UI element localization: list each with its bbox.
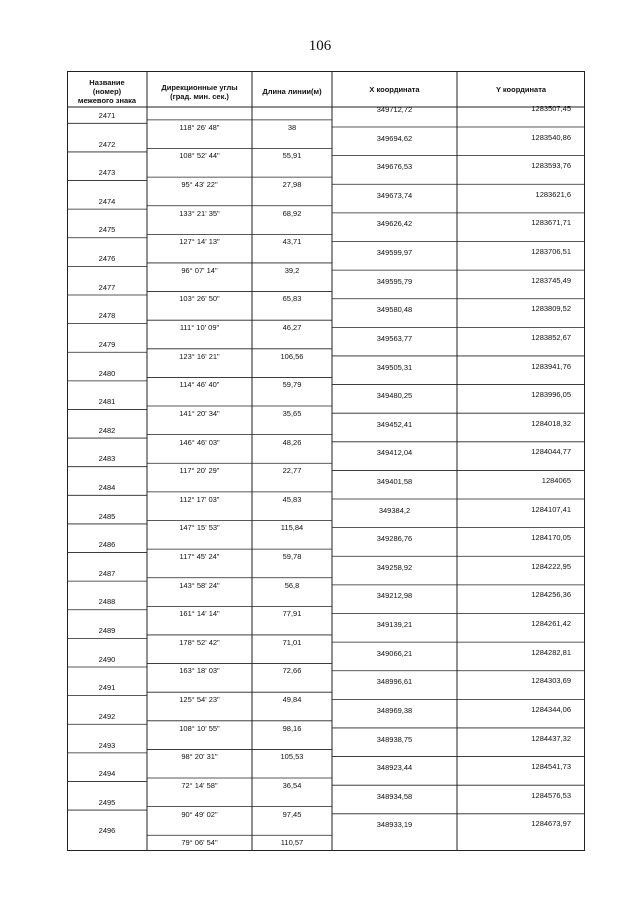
- point-y: 1283621,6: [535, 189, 571, 199]
- point-x: 349384,2: [378, 505, 411, 515]
- segment-angle: 141° 20' 34": [179, 408, 220, 418]
- segment-angle: 163° 18' 03": [179, 666, 220, 676]
- point-y: 1284261,42: [531, 619, 571, 629]
- segment-length: 59,79: [282, 380, 302, 390]
- segment-angle: 125° 54' 23": [179, 695, 220, 705]
- point-name: 2490: [98, 654, 116, 664]
- point-y: 1283540,86: [531, 132, 571, 142]
- header-x: X координата: [369, 85, 420, 94]
- segment-angle: 143° 58' 24": [179, 580, 220, 590]
- point-name: 2491: [98, 683, 116, 693]
- segment-angle: 98° 20' 31": [181, 752, 218, 762]
- segment-length: 56,8: [284, 580, 300, 590]
- point-name: 2480: [98, 368, 116, 378]
- point-y: 1284065: [541, 476, 571, 485]
- header-y: Y координата: [495, 85, 547, 94]
- point-x: 349580,48: [376, 305, 413, 315]
- segment-angle: 79° 06' 54": [181, 838, 218, 848]
- point-name: 2483: [98, 454, 116, 464]
- header-name-line-2: (номер): [92, 87, 122, 96]
- segment-length: 71,01: [282, 637, 302, 647]
- point-y: 1284541,73: [531, 762, 571, 772]
- segment-length: 65,83: [282, 294, 302, 304]
- segment-length: 27,98: [282, 179, 302, 189]
- point-y: 1283809,52: [531, 304, 571, 314]
- segment-angle: 95° 43' 22": [181, 179, 218, 189]
- segment-angle: 114° 46' 40": [179, 380, 220, 390]
- point-name: 2478: [98, 311, 116, 321]
- point-name: 2496: [98, 826, 116, 836]
- segment-angle: 111° 10' 09": [179, 323, 220, 333]
- point-name: 2482: [98, 425, 116, 435]
- point-x: 348923,44: [376, 763, 413, 773]
- segment-length: 36,54: [282, 780, 302, 790]
- segment-angle: 112° 17' 03": [179, 494, 220, 504]
- point-y: 1283593,76: [531, 161, 571, 171]
- segment-angle: 118° 26' 48": [179, 122, 220, 132]
- point-x: 348938,75: [376, 734, 413, 744]
- point-name: 2495: [98, 797, 116, 807]
- point-x: 349563,77: [376, 333, 413, 343]
- point-y: 1284344,06: [531, 704, 571, 714]
- point-y: 1283852,67: [531, 332, 571, 342]
- point-y: 1284303,69: [531, 676, 571, 686]
- point-x: 348934,58: [376, 791, 413, 801]
- header-name-line-1: Название: [89, 78, 125, 87]
- point-x: 349258,92: [376, 562, 413, 572]
- point-x: 349412,04: [376, 448, 413, 458]
- point-x: 348969,38: [376, 705, 413, 715]
- point-x: 349452,41: [376, 419, 413, 429]
- point-name: 2486: [98, 540, 116, 550]
- segment-angle: 133° 21' 35": [179, 208, 220, 218]
- segment-angle: 117° 20' 29": [179, 466, 220, 476]
- point-name: 2489: [98, 626, 116, 636]
- segment-length: 97,45: [282, 809, 302, 819]
- segment-angle: 161° 14' 14": [179, 609, 220, 619]
- point-x: 349505,31: [376, 362, 413, 372]
- segment-angle: 108° 10' 55": [179, 723, 220, 733]
- segment-angle: 123° 16' 21": [179, 351, 220, 361]
- point-y: 1284044,77: [531, 447, 571, 457]
- point-x: 349212,98: [376, 591, 413, 601]
- point-name: 2471: [98, 111, 116, 120]
- point-y: 1284107,41: [531, 504, 571, 514]
- segment-length: 49,84: [282, 695, 302, 705]
- point-name: 2475: [98, 225, 116, 235]
- point-y: 1283671,71: [531, 218, 571, 228]
- point-name: 2487: [98, 568, 116, 578]
- segment-length: 59,78: [282, 551, 302, 561]
- segment-length: 106,56: [280, 351, 304, 361]
- segment-length: 115,84: [280, 523, 304, 533]
- point-name: 2473: [98, 168, 116, 178]
- segment-length: 48,26: [282, 437, 302, 447]
- point-x: 348933,19: [376, 820, 413, 830]
- point-x: 349599,97: [376, 248, 413, 258]
- segment-length: 72,66: [282, 666, 302, 676]
- segment-angle: 146° 46' 03": [179, 437, 220, 447]
- point-name: 2484: [98, 483, 116, 492]
- segment-length: 77,91: [282, 609, 302, 619]
- segment-length: 68,92: [282, 208, 302, 218]
- point-name: 2479: [98, 339, 116, 349]
- point-name: 2492: [98, 711, 116, 721]
- segment-angle: 117° 45' 24": [179, 551, 220, 561]
- point-x: 349401,58: [376, 477, 413, 486]
- segment-angle: 108° 52' 44": [179, 151, 220, 161]
- point-x: 349712,72: [376, 105, 413, 114]
- point-y: 1284282,81: [531, 647, 571, 657]
- point-x: 349673,74: [376, 190, 413, 200]
- header-angles-line-2: (град. мин. сек.): [170, 92, 229, 101]
- header-angles-line-1: Дирекционные углы: [161, 83, 238, 92]
- point-x: 349694,62: [376, 133, 413, 143]
- segment-length: 105,53: [280, 752, 304, 762]
- header-name-line-3: межевого знака: [77, 96, 137, 105]
- point-y: 1284222,95: [531, 561, 571, 571]
- point-x: 349286,76: [376, 534, 413, 544]
- point-y: 1283706,51: [531, 247, 571, 257]
- point-y: 1284673,97: [531, 819, 571, 829]
- point-y: 1283996,05: [531, 390, 571, 400]
- point-x: 349139,21: [376, 620, 413, 630]
- point-x: 349676,53: [376, 162, 413, 172]
- segment-length: 55,91: [282, 151, 302, 161]
- coordinates-table: [67, 71, 585, 851]
- point-name: 2472: [98, 139, 116, 149]
- point-name: 2481: [98, 397, 116, 407]
- header-name: [67, 78, 147, 105]
- point-name: 2477: [98, 282, 116, 292]
- segment-angle: 127° 14' 13": [179, 237, 220, 247]
- point-y: 1284576,53: [531, 790, 571, 800]
- point-name: 2476: [98, 254, 116, 264]
- segment-length: 46,27: [282, 323, 302, 333]
- point-name: 2485: [98, 511, 116, 521]
- segment-length: 39,2: [284, 265, 300, 275]
- point-y: 1284170,05: [531, 533, 571, 543]
- point-y: 1284018,32: [531, 418, 571, 428]
- segment-length: 110,57: [280, 838, 304, 848]
- segment-angle: 147° 15' 53": [179, 523, 220, 533]
- point-name: 2493: [98, 740, 116, 750]
- point-y: 1283507,45: [531, 104, 571, 113]
- page-number: 106: [308, 38, 332, 54]
- point-name: 2494: [98, 769, 116, 779]
- header-length: Длина линии(м): [262, 87, 322, 96]
- segment-angle: 90° 49' 02": [181, 809, 218, 819]
- point-x: 349066,21: [376, 648, 413, 658]
- segment-length: 35,65: [282, 408, 302, 418]
- header-angles: [147, 83, 252, 101]
- point-x: 349626,42: [376, 219, 413, 229]
- segment-length: 98,16: [282, 723, 302, 733]
- segment-length: 45,83: [282, 494, 302, 504]
- point-x: 349595,79: [376, 276, 413, 286]
- point-y: 1283745,49: [531, 275, 571, 285]
- segment-length: 38: [287, 122, 297, 132]
- point-y: 1284437,32: [531, 733, 571, 743]
- point-name: 2474: [98, 196, 116, 206]
- segment-angle: 103° 26' 50": [179, 294, 220, 304]
- segment-length: 43,71: [282, 237, 302, 247]
- point-y: 1283941,76: [531, 361, 571, 371]
- segment-length: 22,77: [282, 466, 302, 476]
- point-x: 349480,25: [376, 391, 413, 401]
- segment-angle: 178° 52' 42": [179, 637, 220, 647]
- point-name: 2488: [98, 597, 116, 607]
- segment-angle: 96° 07' 14": [181, 265, 218, 275]
- point-y: 1284256,36: [531, 590, 571, 600]
- segment-angle: 72° 14' 58": [181, 780, 218, 790]
- point-x: 348996,61: [376, 677, 413, 687]
